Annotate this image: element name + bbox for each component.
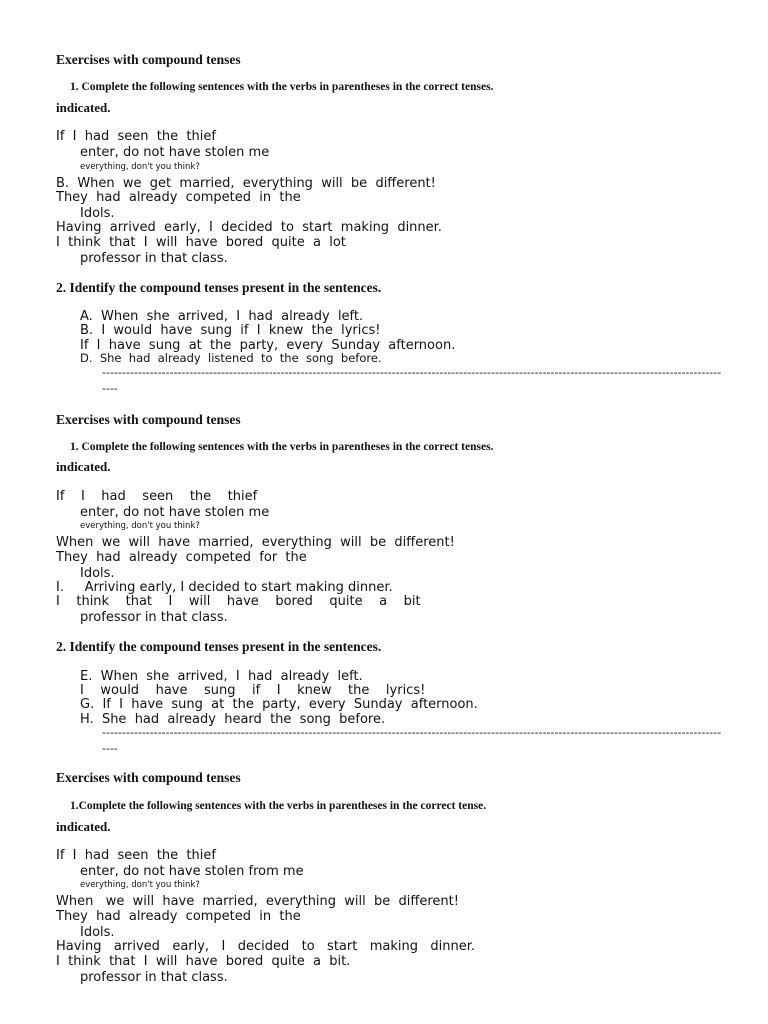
- exercise-line: I. Arriving early, I decided to start making dinner.: [56, 580, 393, 595]
- identify-item: A. When she arrived, I had already left.: [80, 309, 364, 324]
- exercise-line: They had already competed in the: [56, 190, 301, 205]
- exercise-line: enter, do not have stolen me: [80, 145, 270, 160]
- section-title: Exercises with compound tenses: [56, 412, 241, 427]
- exercise-instruction: 1. Complete the following sentences with the verbs in parentheses in the correct tenses.: [70, 81, 494, 93]
- identify-heading: 2. Identify the compound tenses present in the sentences.: [56, 639, 382, 654]
- exercise-line: Idols.: [80, 566, 115, 581]
- exercise-line: enter, do not have stolen me: [80, 505, 270, 520]
- instruction-continuation: indicated.: [56, 459, 111, 474]
- exercise-line: I think that I will have bored quite a bit: [56, 594, 421, 609]
- exercise-line: professor in that class.: [80, 610, 228, 625]
- exercise-line: When we will have married, everything will be different!: [56, 894, 459, 909]
- identify-item: E. When she arrived, I had already left.: [80, 669, 363, 684]
- exercise-line-small: everything, don't you think?: [80, 162, 200, 172]
- exercise-line: If I had seen the thief: [56, 848, 216, 863]
- exercise-line: B. When we get married, everything will be different!: [56, 176, 436, 191]
- exercise-line: Having arrived early, I decided to start making dinner.: [56, 939, 476, 954]
- exercise-line: Idols.: [80, 925, 115, 940]
- separator-line: ------------------------------------------------------------------------------------------------------------------------------------------------------------: [102, 727, 722, 738]
- exercise-line: enter, do not have stolen from me: [80, 864, 304, 879]
- exercise-line: When we will have married, everything will be different!: [56, 535, 455, 550]
- exercise-line: If I had seen the thief: [56, 489, 258, 504]
- section-title: Exercises with compound tenses: [56, 770, 241, 785]
- exercise-line-small: everything, don't you think?: [80, 880, 200, 890]
- identify-heading: 2. Identify the compound tenses present in the sentences.: [56, 280, 382, 295]
- exercise-instruction: 1. Complete the following sentences with the verbs in parentheses in the correct tenses.: [70, 441, 494, 453]
- exercise-line: I think that I will have bored quite a bit.: [56, 954, 351, 969]
- identify-item: If I have sung at the party, every Sunday afternoon.: [80, 338, 456, 353]
- separator-tail: ----: [102, 743, 118, 754]
- exercise-line: Having arrived early, I decided to start making dinner.: [56, 220, 442, 235]
- identify-item: I would have sung if I knew the lyrics!: [80, 683, 426, 698]
- exercise-line-small: everything, don't you think?: [80, 521, 200, 531]
- exercise-line: I think that I will have bored quite a lot: [56, 235, 346, 250]
- instruction-continuation: indicated.: [56, 100, 111, 115]
- separator-tail: ----: [102, 383, 118, 394]
- section-title: Exercises with compound tenses: [56, 52, 241, 67]
- identify-item: G. If I have sung at the party, every Sunday afternoon.: [80, 697, 478, 712]
- exercise-line: professor in that class.: [80, 970, 228, 985]
- identify-item: D. She had already listened to the song before.: [80, 351, 382, 365]
- exercise-instruction: 1.Complete the following sentences with the verbs in parentheses in the correct tense.: [70, 800, 487, 812]
- identify-item: B. I would have sung if I knew the lyrics!: [80, 323, 381, 338]
- instruction-continuation: indicated.: [56, 819, 111, 834]
- exercise-line: Idols.: [80, 206, 115, 221]
- exercise-line: They had already competed in the: [56, 909, 301, 924]
- exercise-line: They had already competed for the: [56, 550, 307, 565]
- exercise-line: professor in that class.: [80, 251, 228, 266]
- separator-line: ------------------------------------------------------------------------------------------------------------------------------------------------------------: [102, 367, 722, 378]
- exercise-line: If I had seen the thief: [56, 129, 216, 144]
- identify-item: H. She had already heard the song before.: [80, 712, 386, 727]
